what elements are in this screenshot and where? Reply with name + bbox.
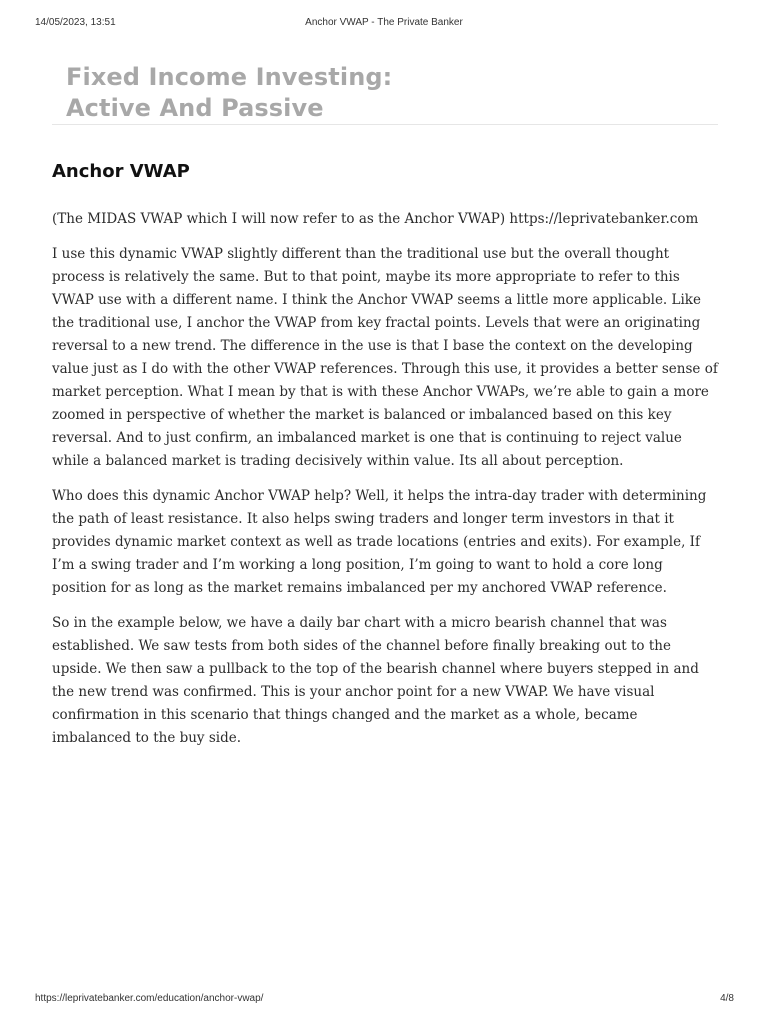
article-paragraph: (The MIDAS VWAP which I will now refer to as the Anchor VWAP) https://leprivatebanker.com (52, 211, 699, 227)
print-url: https://leprivatebanker.com/education/anchor-vwap/ (35, 993, 264, 1004)
related-post-card[interactable] (52, 62, 718, 125)
related-post-title-line2[interactable]: Active And Passive (66, 94, 324, 122)
print-timestamp: 14/05/2023, 13:51 (35, 17, 116, 28)
article-paragraph: So in the example below, we have a daily bar chart with a micro bearish channel that was established. We saw tests from both sides of the channel before finally breaking out to the upside. We then saw a pullback to the top of the bearish channel where buyers stepped in and the new trend was confirmed. This is your anchor point for a new VWAP. We have visual confirmation in this scenario that things changed and the market as a whole, became imbalanced to the buy side. (52, 615, 699, 746)
article-title: Anchor VWAP (52, 161, 190, 182)
print-footer (0, 993, 768, 1007)
related-post-title-line1[interactable]: Fixed Income Investing: (66, 63, 393, 91)
print-header (0, 17, 768, 31)
print-page-title: Anchor VWAP - The Private Banker (305, 17, 463, 28)
page-number: 4/8 (720, 993, 734, 1004)
article-paragraph: Who does this dynamic Anchor VWAP help? Well, it helps the intra-day trader with determining the path of least resistance. It also helps swing traders and longer term investors in that it provides dynamic market context as well as trade locations (entries and exits). For example, If I’m a swing trader and I’m working a long position, I’m going to want to hold a core long position for as long as the market remains imbalanced per my anchored VWAP reference. (52, 488, 707, 596)
article-paragraph: I use this dynamic VWAP slightly different than the traditional use but the overall thought process is relatively the same. But to that point, maybe its more appropriate to refer to this VWAP use with a different name. I think the Anchor VWAP seems a little more applicable. Like the traditional use, I anchor the VWAP from key fractal points. Levels that were an originating reversal to a new trend. The difference in the use is that I base the context on the developing value just as I do with the other VWAP references. Through this use, it provides a better sense of market perception. What I mean by that is with these Anchor VWAPs, we’re able to gain a more zoomed in perspective of whether the market is balanced or imbalanced based on this key reversal. And to just confirm, an imbalanced market is one that is continuing to reject value while a balanced market is trading decisively within value. Its all about perception. (52, 246, 718, 469)
article-body (52, 208, 718, 762)
related-post-title[interactable] (66, 62, 392, 124)
